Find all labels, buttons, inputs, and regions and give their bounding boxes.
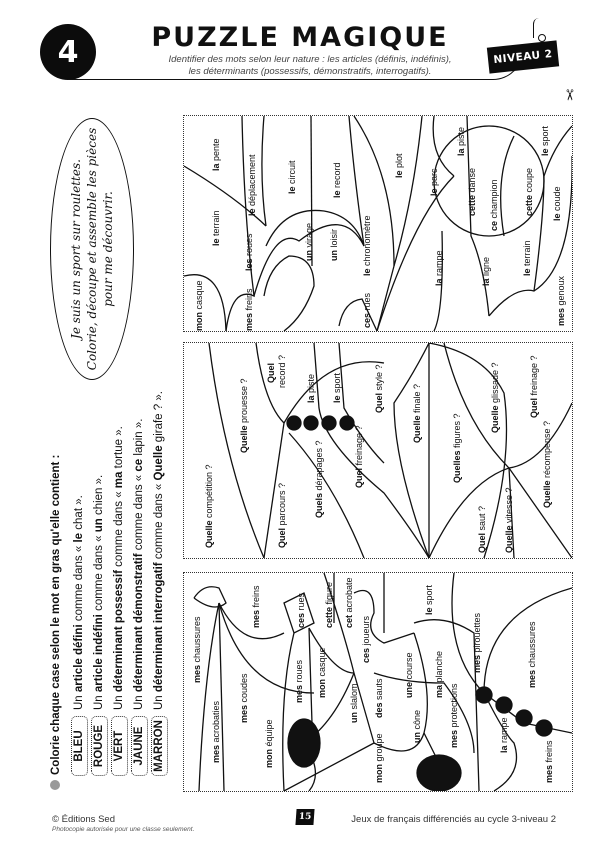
- puzzle-piece-label: Quelle vitesse ?: [504, 487, 514, 553]
- puzzle-piece-label: un loisir: [329, 228, 339, 261]
- puzzle-piece-label: mes chaussures: [527, 621, 537, 688]
- puzzle-piece-label: mes roues: [294, 659, 304, 703]
- riddle-line-2: Colorie, découpe et assemble les pièces: [85, 127, 99, 371]
- riddle-line-1: Je suis un sport sur roulettes.: [69, 159, 83, 339]
- legend-row-blue: BLEU Un article défini comme dans « le chat ».: [70, 495, 88, 776]
- subtitle-line-2: les déterminants (possessifs, démonstratifs, interrogatifs).: [188, 66, 432, 77]
- puzzle-piece-label: ces joueurs: [361, 615, 371, 663]
- legend-row-brown: MARRON Un déterminant interrogatif comme dans « Quelle girafe ? ».: [150, 391, 168, 776]
- puzzle-piece-label: mes acrobaties: [211, 700, 221, 763]
- color-label-box: JAUNE: [131, 716, 148, 776]
- puzzle-piece-label: ce champion: [489, 179, 499, 231]
- puzzle-piece-label: record ?: [277, 354, 287, 388]
- subtitle-line-1: Identifier des mots selon leur nature : les articles (définis, indéfinis),: [168, 54, 452, 65]
- puzzle-piece-label: cette coupe: [524, 167, 534, 216]
- puzzle-piece-label: ces rues: [362, 292, 372, 328]
- puzzle-piece-label: une course: [404, 652, 414, 698]
- puzzle-piece-label: le circuit: [287, 160, 297, 194]
- puzzle-piece-label: Quelle glissade ?: [490, 362, 500, 433]
- book-title: Jeux de français différenciés au cycle 3-niveau 2: [351, 814, 556, 825]
- bullet-icon: [50, 780, 60, 790]
- tag-hole-icon: [538, 34, 546, 42]
- puzzle-piece-label: la pente: [211, 138, 221, 171]
- puzzle-piece-label: un virage: [304, 222, 314, 261]
- puzzle-piece-label: mes genoux: [556, 275, 566, 326]
- riddle-bubble: [50, 118, 134, 380]
- scissors-icon: ✂: [560, 88, 578, 102]
- puzzle-lines-top: [184, 116, 572, 331]
- legend-row-yellow: JAUNE Un déterminant démonstratif comme dans « ce lapin ».: [130, 419, 148, 776]
- puzzle-piece-label: le plot: [394, 153, 404, 178]
- puzzle-piece-label: ces rues: [296, 592, 306, 628]
- puzzle-piece-label: la rampe: [499, 717, 509, 753]
- level-tag-label: NIVEAU 2: [492, 47, 554, 67]
- puzzle-piece-label: la ligne: [481, 256, 491, 286]
- puzzle-piece-label: la rampe: [434, 250, 444, 286]
- puzzle-piece-label: le terrain: [522, 240, 532, 276]
- puzzle-piece-label: les roues: [244, 233, 254, 271]
- puzzle-piece-label: cette figure: [324, 581, 334, 628]
- puzzle-piece-label: mon casque: [194, 280, 204, 331]
- puzzle-piece-label: le sport: [540, 125, 550, 156]
- puzzle-piece-label: mon groupe: [374, 733, 384, 783]
- puzzle-piece-label: le terrain: [211, 210, 221, 246]
- puzzle-panel-top: [183, 115, 573, 332]
- color-label-box: BLEU: [71, 716, 88, 776]
- puzzle-piece-label: mes coudes: [239, 673, 249, 723]
- page-number: 15: [295, 809, 314, 825]
- legend-row-green: VERT Un déterminant possessif comme dans « ma tortue ».: [110, 426, 128, 776]
- puzzle-piece-label: Quelle finale ?: [412, 383, 422, 443]
- puzzle-piece-label: un slalom: [349, 683, 359, 723]
- instructions-heading: Colorie chaque case selon le mot en gras qu'elle contient :: [50, 455, 62, 790]
- legend-row-red: ROUGE Un article indéfini comme dans « un chien ».: [90, 475, 108, 776]
- puzzle-piece-label: cette danse: [467, 167, 477, 216]
- puzzle-piece-label: mes chaussures: [192, 616, 202, 683]
- puzzle-piece-label: Quel style ?: [374, 364, 384, 413]
- chapter-number: 4: [57, 34, 79, 70]
- color-label-box: ROUGE: [91, 716, 108, 776]
- publisher-credit: © Éditions Sed: [52, 814, 115, 825]
- puzzle-panel-middle: [183, 342, 573, 559]
- puzzle-piece-label: Quelles figures ?: [452, 413, 462, 483]
- puzzle-piece-label: Quel freinage ?: [354, 425, 364, 488]
- puzzle-piece-label: un cône: [412, 709, 422, 743]
- puzzle-piece-label: des sauts: [374, 678, 384, 718]
- puzzle-piece-label: le sport: [424, 584, 434, 615]
- puzzle-piece-label: mon casque: [317, 647, 327, 698]
- puzzle-piece-label: le record: [332, 162, 342, 198]
- color-label-box: MARRON: [151, 716, 168, 776]
- puzzle-piece-label: Quel: [266, 362, 276, 383]
- page-title: PUZZLE MAGIQUE: [151, 22, 449, 53]
- puzzle-piece-label: le coude: [552, 186, 562, 221]
- puzzle-piece-label: le chronomètre: [362, 215, 372, 276]
- puzzle-piece-label: le parc: [429, 168, 439, 196]
- puzzle-piece-label: Quel parcours ?: [277, 482, 287, 548]
- puzzle-piece-label: mes freins: [544, 740, 554, 783]
- puzzle-piece-label: mes freins: [251, 585, 261, 628]
- riddle-line-3: pour me découvrir.: [101, 191, 115, 307]
- puzzle-panel-bottom: [183, 572, 573, 792]
- puzzle-piece-label: ma planche: [434, 650, 444, 698]
- puzzle-piece-label: le sport: [332, 372, 342, 403]
- puzzle-piece-label: Quelle prouesse ?: [239, 378, 249, 453]
- puzzle-piece-label: la piste: [306, 373, 316, 403]
- license-note: Photocopie autorisée pour une classe seulement.: [52, 826, 195, 833]
- instructions-block: [42, 90, 182, 790]
- level-tag: [487, 40, 559, 73]
- chapter-number-badge: [40, 24, 96, 80]
- puzzle-piece-label: mon équipe: [264, 719, 274, 768]
- puzzle-piece-label: mes protections: [449, 683, 459, 748]
- header-divider: [68, 79, 488, 80]
- color-label-box: VERT: [111, 716, 128, 776]
- puzzle-piece-label: Quelle compétition ?: [204, 464, 214, 548]
- puzzle-piece-label: mes freins: [244, 288, 254, 331]
- puzzle-piece-label: Quelle récompense ?: [542, 420, 552, 508]
- puzzle-piece-label: Quel freinage ?: [529, 355, 539, 418]
- puzzle-piece-label: la piste: [456, 126, 466, 156]
- puzzle-piece-label: Quels dérapages ?: [314, 440, 324, 518]
- page-subtitle: [140, 54, 480, 78]
- puzzle-piece-label: cet acrobate: [344, 577, 354, 628]
- puzzle-piece-label: Quel saut ?: [477, 505, 487, 553]
- puzzle-piece-label: le déplacement: [247, 154, 257, 216]
- puzzle-piece-label: mes pirouettes: [472, 612, 482, 673]
